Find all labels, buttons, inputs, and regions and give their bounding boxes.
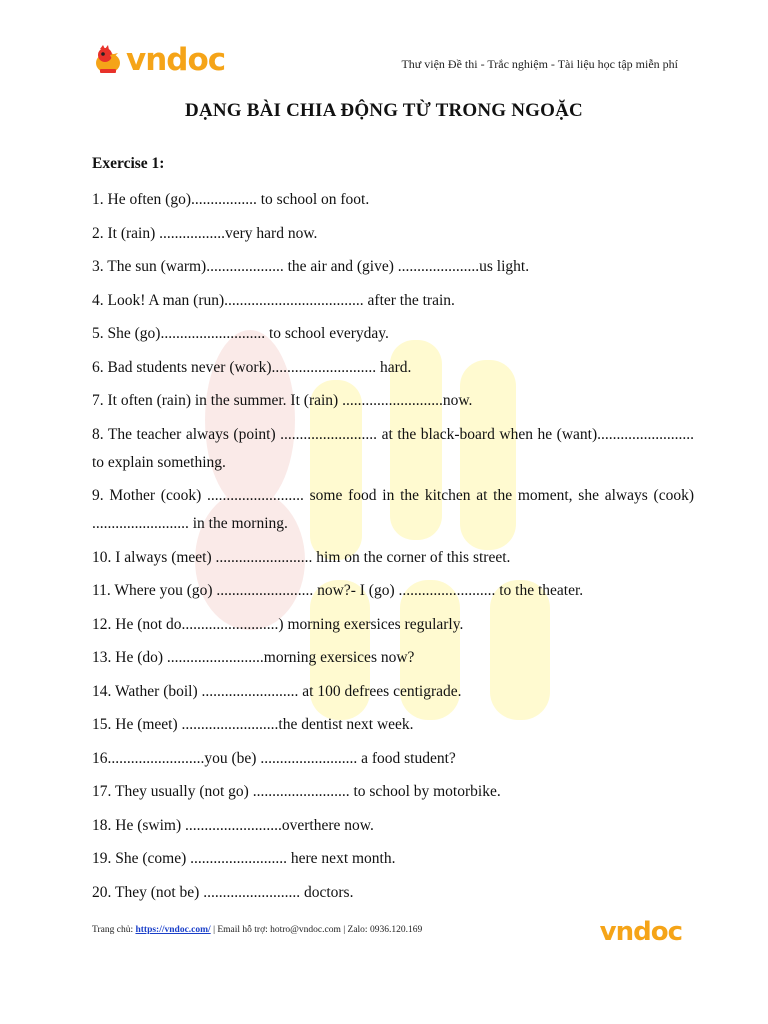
exercise-heading: Exercise 1: [92,155,165,172]
page-title: DẠNG BÀI CHIA ĐỘNG TỪ TRONG NGOẶC [185,100,583,121]
question-item: 6. Bad students never (work)........................... hard. [92,358,412,376]
question-list [92,186,694,912]
footer-logo[interactable]: vndoc [599,917,682,947]
question-item: 11. Where you (go) ......................... now?- I (go) ......................... to the theater. [92,582,584,599]
question-item: 7. It often (rain) in the summer. It (rain) ..........................now. [92,392,473,409]
page-footer [92,925,422,935]
question-item: 4. Look! A man (run).................................... after the train. [92,291,455,309]
vndoc-logo[interactable] [92,40,225,80]
question-item: 13. He (do) .........................morning exersices now? [92,649,415,666]
question-item: 19. She (come) ......................... here next month. [92,850,396,867]
question-item: 15. He (meet) .........................the dentist next week. [92,716,414,733]
mascot-icon [92,43,126,77]
site-tagline: Thư viện Đề thi - Trắc nghiệm - Tài liệu học tập miễn phí [401,57,678,71]
question-item: 18. He (swim) .........................overthere now. [92,816,374,834]
question-item: 10. I always (meet) ......................... him on the corner of this street. [92,548,511,566]
question-item: 20. They (not be) ......................... doctors. [92,883,354,901]
question-item: 14. Wather (boil) ......................... at 100 defrees centigrade. [92,682,462,700]
question-item: 3. The sun (warm).................... the air and (give) .....................us light. [92,258,530,275]
footer-support-text: | Email hỗ trợ: hotro@vndoc.com | Zalo: 0936.120.169 [210,925,423,935]
footer-home-link[interactable]: https://vndoc.com/ [135,925,211,935]
question-item: 9. Mother (cook) ......................... some food in the kitchen at the moment, she always (cook) ......................... in the morning. [92,487,694,532]
footer-home-label: Trang chủ: [92,925,136,935]
question-item: 16.........................you (be) ......................... a food student? [92,749,456,767]
logo-wordmark: vndoc [126,41,226,78]
question-item: 2. It (rain) .................very hard now. [92,224,318,242]
question-item: 1. He often (go)................. to school on foot. [92,191,370,208]
question-item: 5. She (go)........................... to school everyday. [92,325,389,342]
question-item: 17. They usually (not go) ......................... to school by motorbike. [92,783,501,800]
question-item: 12. He (not do.........................) morning exersices regularly. [92,615,464,633]
question-item: 8. The teacher always (point) ......................... at the black-board when he (want)......................... to explain something. [92,425,694,471]
